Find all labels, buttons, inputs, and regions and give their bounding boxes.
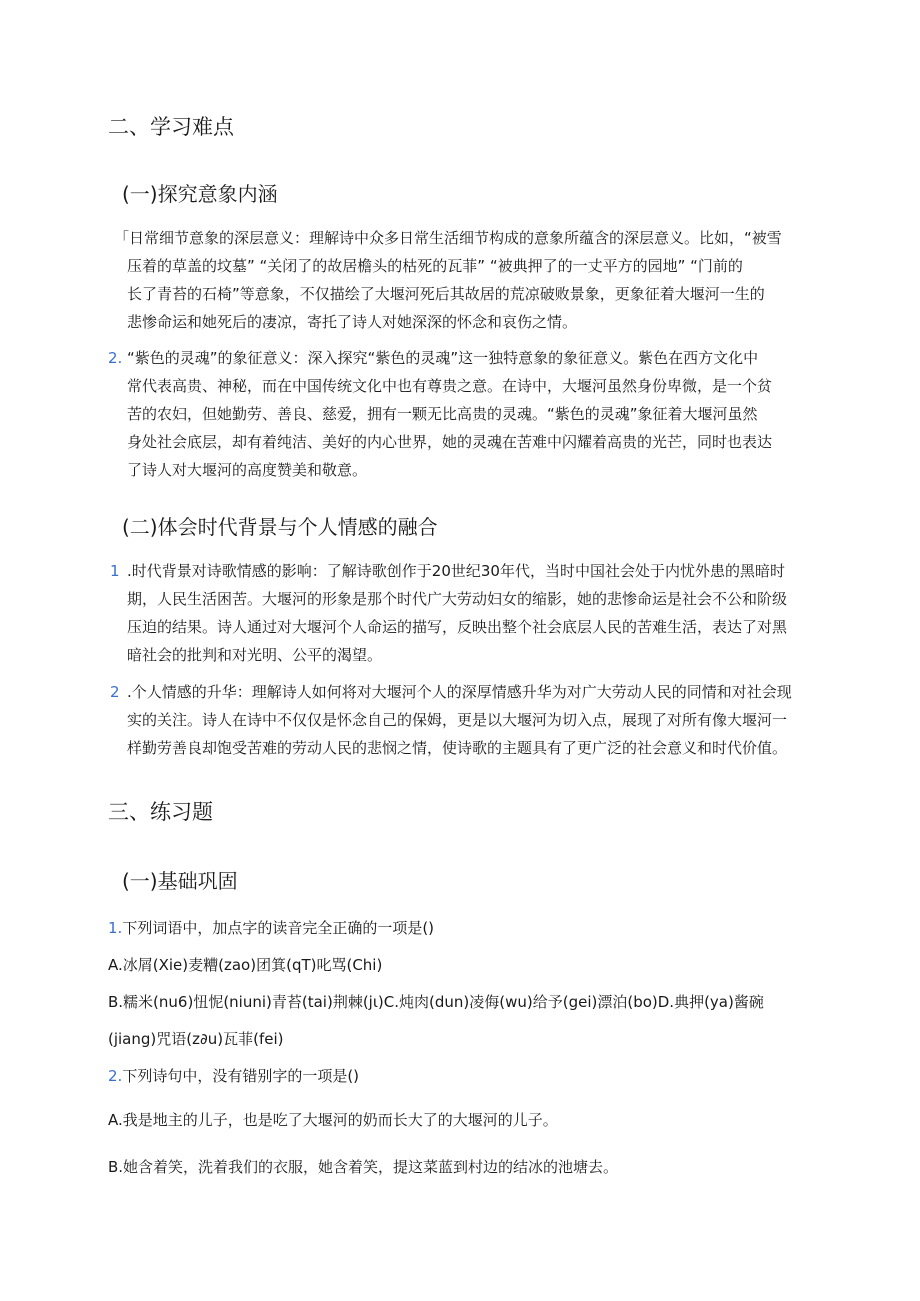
question-2-stem <box>108 1062 359 1090</box>
question-1-options-bcd-cont: (jiang)咒语(z∂u)瓦菲(fei) <box>108 1030 284 1048</box>
paragraph-line: 常代表高贵、神秘，而在中国传统文化中也有尊贵之意。在诗中，大堰河虽然身份卑微，是一个贫 <box>127 377 773 395</box>
paragraph-line: 长了青苔的石椅”等意象，不仅描绘了大堰河死后其故居的荒凉破败景象，更象征着大堰河一生的 <box>127 285 765 303</box>
section-heading-difficulties: 二、学习难点 <box>108 115 234 139</box>
paragraph-line: 「日常细节意象的深层意义：理解诗中众多日常生活细节构成的意象所蕴含的深层意义。比如，“被雪 <box>114 229 782 247</box>
list-number: 2 <box>110 683 120 701</box>
paragraph-line: 暗社会的批判和对光明、公平的渴望。 <box>127 646 383 664</box>
paragraph-line: .时代背景对诗歌情感的影响：了解诗歌创作于20世纪30年代，当时中国社会处于内忧外患的黑暗时 <box>127 562 785 580</box>
question-1-stem <box>108 914 434 942</box>
question-number: 1. <box>108 919 123 937</box>
subsection-heading-basics: (一)基础巩固 <box>122 869 238 893</box>
subsection-heading-imagery: (一)探究意象内涵 <box>122 182 278 206</box>
list-number: 2. <box>108 349 123 367</box>
subsection-heading-background: (二)体会时代背景与个人情感的融合 <box>122 515 438 539</box>
background-item-1 <box>127 557 787 669</box>
paragraph-line: 实的关注。诗人在诗中不仅仅是怀念自己的保姆，更是以大堰河为切入点，展现了对所有像大堰河一 <box>127 711 788 729</box>
question-text: 下列诗句中，没有错别字的一项是() <box>122 1067 360 1085</box>
paragraph-line: 样勤劳善良却饱受苦难的劳动人民的悲悯之情，使诗歌的主题具有了更广泛的社会意义和时代价值。 <box>127 739 788 757</box>
paragraph-line: 悲惨命运和她死后的凄凉，寄托了诗人对她深深的怀念和哀伤之情。 <box>127 313 578 331</box>
paragraph-line: “紫色的灵魂”的象征意义：深入探究“紫色的灵魂”这一独特意象的象征意义。紫色在西方文化中 <box>127 349 759 367</box>
question-2-option-b: B.她含着笑，洗着我们的衣服，她含着笑，提这菜蓝到村边的结冰的池塘去。 <box>108 1158 619 1176</box>
paragraph-line: 苦的农妇，但她勤劳、善良、慈爱，拥有一颗无比高贵的灵魂。“紫色的灵魂”象征着大堰河虽然 <box>127 405 758 423</box>
question-number: 2. <box>108 1067 123 1085</box>
difficulty-item-1 <box>114 224 782 336</box>
question-text: 下列词语中，加点字的读音完全正确的一项是() <box>122 919 435 937</box>
difficulty-item-2 <box>127 344 772 484</box>
question-1-options-bcd: B.糯米(nu6)忸怩(niuni)青苔(tai)荆棘(jι)C.炖肉(dun)凌侮(wu)给予(gei)漂泊(bo)D.典押(ya)酱碗 <box>108 993 764 1011</box>
background-item-2 <box>127 678 792 762</box>
paragraph-line: 压迫的结果。诗人通过对大堰河个人命运的描写，反映出整个社会底层人民的苦难生活，表达了对黑 <box>127 618 788 636</box>
paragraph-line: 期，人民生活困苦。大堰河的形象是那个时代广大劳动妇女的缩影，她的悲惨命运是社会不公和阶级 <box>127 590 788 608</box>
paragraph-line: 了诗人对大堰河的高度赞美和敬意。 <box>127 461 368 479</box>
question-1-option-a: A.冰屑(Xie)麦糟(zao)团箕(qT)叱骂(Chi) <box>108 956 383 974</box>
paragraph-line: 压着的草盖的坟墓” “关闭了的故居檐头的枯死的瓦菲” “被典押了的一丈平方的园地” “门前的 <box>127 257 743 275</box>
paragraph-line: .个人情感的升华：理解诗人如何将对大堰河个人的深厚情感升华为对广大劳动人民的同情和对社会现 <box>127 683 792 701</box>
question-2-option-a: A.我是地主的儿子，也是吃了大堰河的奶而长大了的大堰河的儿子。 <box>108 1111 558 1129</box>
section-heading-exercises: 三、练习题 <box>108 800 213 824</box>
paragraph-line: 身处社会底层，却有着纯洁、美好的内心世界，她的灵魂在苦难中闪耀着高贵的光芒，同时也表达 <box>127 433 773 451</box>
list-number: 1 <box>110 562 120 580</box>
